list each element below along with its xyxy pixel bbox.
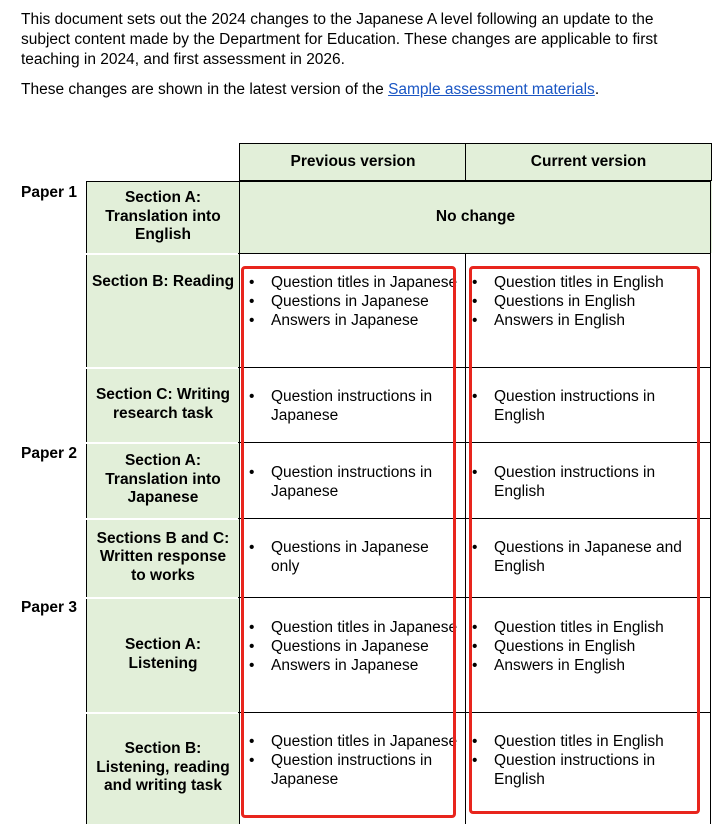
bullet-item: • Question titles in English <box>470 273 698 292</box>
no-change-cell: No change <box>239 181 712 253</box>
previous-version-highlight <box>241 266 456 818</box>
bullet-item: • Question titles in English <box>470 732 698 751</box>
bullet-item: • Questions in Japanese only <box>243 538 458 576</box>
bullet-item: • Question instructions in English <box>470 463 698 501</box>
section-cell: Section B: Listening, reading and writing task <box>87 712 239 824</box>
bullet-item: • Answers in English <box>470 311 698 330</box>
bullet-item: • Question titles in Japanese <box>243 273 458 292</box>
bullet-item: • Question instructions in Japanese <box>243 463 458 501</box>
bullet-item: • Answers in Japanese <box>243 656 458 675</box>
bullet-item: • Question instructions in English <box>470 751 698 789</box>
section-cell: Section A: Translation into Japanese <box>87 442 239 518</box>
bullet-item: • Question instructions in Japanese <box>243 387 458 425</box>
sample-assessment-materials-link[interactable]: Sample assessment materials <box>388 81 595 98</box>
header-previous-version: Previous version <box>239 143 467 181</box>
paper-3-label: Paper 3 <box>21 599 78 616</box>
intro-text-after-link: . <box>594 81 600 98</box>
section-cell: Section A: Translation into English <box>87 181 239 253</box>
row-gap <box>86 442 238 444</box>
bullet-item: • Answers in Japanese <box>243 311 458 330</box>
header-current-version: Current version <box>465 143 712 181</box>
current-version-highlight <box>469 266 700 814</box>
bullet-item: • Questions in Japanese <box>243 292 458 311</box>
row-gap <box>86 597 238 599</box>
section-cell: Section A: Listening <box>87 597 239 712</box>
grid-line <box>86 181 711 182</box>
bullet-item: • Question titles in Japanese <box>243 732 458 751</box>
grid-line <box>710 181 711 824</box>
bullet-item: • Questions in Japanese <box>243 637 458 656</box>
bullet-item: • Answers in English <box>470 656 698 675</box>
row-gap <box>86 253 238 255</box>
intro-text-before-link: These changes are shown in the latest version of the <box>21 81 389 98</box>
row-gap <box>86 367 238 369</box>
row-gap <box>86 712 238 714</box>
bullet-item: • Questions in Japanese and English <box>470 538 698 576</box>
bullet-item: • Questions in English <box>470 292 698 311</box>
paper-1-label: Paper 1 <box>21 184 78 201</box>
bullet-item: • Question titles in Japanese <box>243 618 458 637</box>
bullet-item: • Question instructions in Japanese <box>243 751 458 789</box>
section-cell: Section C: Writing research task <box>87 367 239 442</box>
row-gap <box>86 518 238 520</box>
bullet-item: • Questions in English <box>470 637 698 656</box>
section-cell: Section B: Reading <box>87 253 239 367</box>
bullet-item: • Question titles in English <box>470 618 698 637</box>
bullet-item: • Question instructions in English <box>470 387 698 425</box>
paper-2-label: Paper 2 <box>21 445 78 462</box>
section-cell: Sections B and C: Written response to works <box>87 518 239 597</box>
grid-line <box>239 181 240 824</box>
grid-line <box>86 181 87 824</box>
intro-paragraph: This document sets out the 2024 changes to the Japanese A level following an update to the subject content made by the Department for Education. These changes are applicable to first teaching in 2024, and first assessment in 2026. <box>21 11 658 68</box>
grid-line <box>465 253 466 824</box>
